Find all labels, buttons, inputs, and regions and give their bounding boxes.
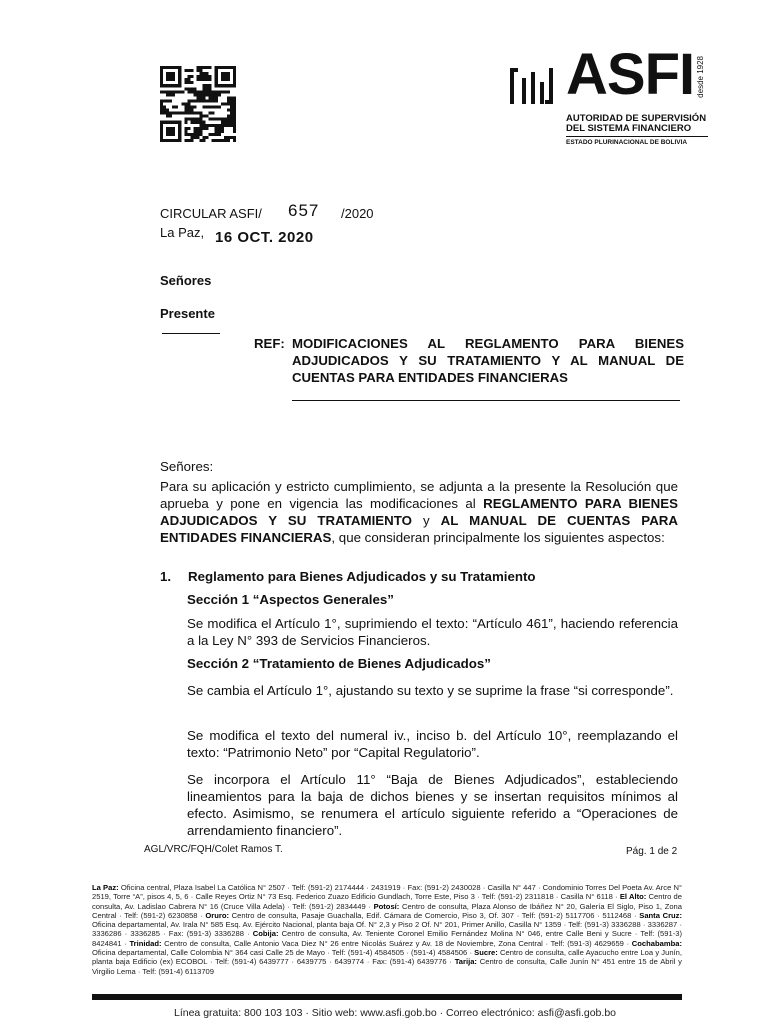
circular-number (160, 201, 374, 221)
logo-bars-icon (510, 64, 556, 108)
section2-title: Sección 2 “Tratamiento de Bienes Adjudicados” (187, 656, 491, 671)
addressee-rule (162, 333, 220, 334)
intro-text-2: y (411, 513, 441, 528)
asfi-logo (508, 42, 708, 148)
logo-divider (566, 136, 708, 137)
logo-state: ESTADO PLURINACIONAL DE BOLIVIA (566, 139, 688, 146)
reference-label: REF: (254, 336, 285, 351)
date-stamp: 16 OCT. 2020 (215, 229, 314, 246)
item-title: Reglamento para Bienes Adjudicados y su Tratamiento (188, 569, 536, 584)
office-address: Oficina central, Plaza Isabel La Católica N° 2507 · Telf: (591-2) 2174444 · 2431919 · Fax: (591-2) 2430028 · Casilla N° 447 · Condominio Torres Del Poeta Av. Arce N° 2519, Torre “A”, pisos 4, 5, 6 · Calle Reyes Ortiz N° 73 Esq. Federico Zuazo Edificio Gundlach, Torre Este, Piso 3 · Telf: (591-2) 2311818 · Casilla N° 6118 · (92, 883, 682, 902)
logo-org-line1: AUTORIDAD DE SUPERVISIÓN (566, 113, 707, 124)
office-city: Tarija: (454, 957, 477, 967)
contact-line: Línea gratuita: 800 103 103 · Sitio web: www.asfi.gob.bo · Correo electrónico: asfi@asfi.gob.bo (174, 1007, 616, 1019)
section2-paragraph-3: Se incorpora el Artículo 11° “Baja de Bienes Adjudicados”, estableciendo lineamientos para la baja de dichos bienes y se insertan requisitos mínimos al efecto. Asimismo, se renumera el artículo siguiente referido a “Operaciones de arrendamiento financiero”. (187, 772, 678, 838)
office-addresses (92, 883, 682, 976)
reference-rule (292, 400, 680, 401)
circular-year: /2020 (341, 206, 374, 221)
circular-number-value: 657 (288, 201, 320, 220)
office-city: Potosí: (373, 901, 400, 911)
circular-prefix: CIRCULAR ASFI/ (160, 206, 262, 221)
office-city: Trinidad: (129, 938, 162, 948)
office-city: Oruro: (205, 910, 230, 920)
section2-paragraph-2: Se modifica el texto del numeral iv., inciso b. del Artículo 10°, reemplazando el texto: “Patrimonio Neto” por “Capital Regulatorio”. (187, 728, 678, 760)
logo-org-line2: DEL SISTEMA FINANCIERO (566, 122, 692, 134)
office-city: El Alto: (619, 892, 647, 902)
qr-code (160, 66, 236, 142)
office-city: La Paz: (92, 883, 119, 892)
greeting: Señores: (160, 459, 214, 474)
office-address: Oficina departamental, Av. Irala N° 585 Esq. Av. Ejército Nacional, planta baja Of. N° 2,3 y Piso 2 Of. N° 201, Primer Anillo, Casilla N° 1359 · Telf: (591-3) 3336288 · 3336287 · 3336286 · 3336285 · Fax: (591-3) 3336288 · (92, 920, 682, 939)
item-number: 1. (160, 569, 172, 584)
office-address: Centro de consulta, Calle Junín N° 451 entre 15 de Abril y Virgilio Lema · Telf: (591-4) 6113709 (92, 957, 682, 976)
office-address: Oficina departamental, Calle Colombia N° 364 casi Calle 25 de Mayo · Telf: (591-4) 4584505 · (591-4) 4584506 · (92, 948, 475, 958)
footer-bar (92, 994, 682, 1000)
logo-org-name (566, 114, 706, 134)
office-city: Sucre: (474, 948, 498, 958)
intro-bold-2: AL MANUAL DE CUENTAS PARA ENTIDADES FINANCIERAS (160, 513, 679, 545)
office-address: Centro de consulta, Av. Ladislao Cabrera N° 16 (Cruce Villa Adela) · Telf: (591-2) 2834449 · (92, 892, 683, 911)
office-address: Centro de consulta, Plaza Alonso de Ibáñez N° 20, Galería El Siglo, Piso 1, Zona Central · Telf: (591-2) 6230858 · (92, 901, 683, 920)
intro-bold-1: REGLAMENTO PARA BIENES ADJUDICADOS Y SU TRATAMIENTO (160, 496, 678, 528)
section1-title: Sección 1 “Aspectos Generales” (187, 592, 394, 607)
document-date (160, 225, 314, 246)
logo-since: desde 1928 (696, 56, 705, 98)
office-city: Cobija: (252, 929, 279, 939)
intro-text-3: , que consideran principalmente los siguientes aspectos: (331, 530, 665, 545)
reference-text: MODIFICACIONES AL REGLAMENTO PARA BIENES ADJUDICADOS Y SU TRATAMIENTO Y AL MANUAL DE CUENTAS PARA ENTIDADES FINANCIERAS (292, 336, 684, 385)
addressee-line1: Señores (160, 273, 212, 288)
logo-brand: ASFI (566, 42, 695, 107)
section1-text: Se modifica el Artículo 1°, suprimiendo el texto: “Artículo 461”, haciendo referencia a la Ley N° 393 de Servicios Financieros. (187, 616, 678, 648)
date-city: La Paz, (160, 225, 205, 240)
addressee-line2: Presente (160, 306, 215, 321)
office-address: Centro de consulta, Av. Teniente Coronel Emilio Fernández Molina N° 046, entre Calle Beni y Sucre · Telf: (591-3) 8424841 · (92, 929, 682, 948)
page-number: Pág. 1 de 2 (626, 846, 678, 857)
office-city: Santa Cruz: (639, 910, 683, 920)
intro-text-1: Para su aplicación y estricto cumplimiento, se adjunta a la presente la Resolución que aprueba y pone en vigencia las modificaciones al (160, 479, 678, 511)
initials: AGL/VRC/FQH/Colet Ramos T. (144, 844, 283, 855)
section2-paragraph-1: Se cambia el Artículo 1°, ajustando su texto y se suprime la frase “si corresponde”. (187, 683, 674, 698)
intro-paragraph (160, 478, 678, 546)
office-address: Centro de consulta, calle Ayacucho entre Loa y Junín, planta baja Edificio (ex) ECOBOL · Telf: (591-4) 6439777 · 6439775 · 6439774 · Fax: (591-4) 6439776 · (92, 948, 682, 967)
office-city: Cochabamba: (631, 938, 682, 948)
office-address: Centro de consulta, Calle Antonio Vaca Diez N° 26 entre Nicolás Suárez y Av. 18 de Noviembre, Zona Central · Telf: (591-3) 4629659 · (161, 938, 632, 948)
office-address: Centro de consulta, Pasaje Guachalla, Edif. Cámara de Comercio, Piso 3, Of. 307 · Telf: (591-2) 5117706 · 5112468 · (229, 910, 640, 920)
